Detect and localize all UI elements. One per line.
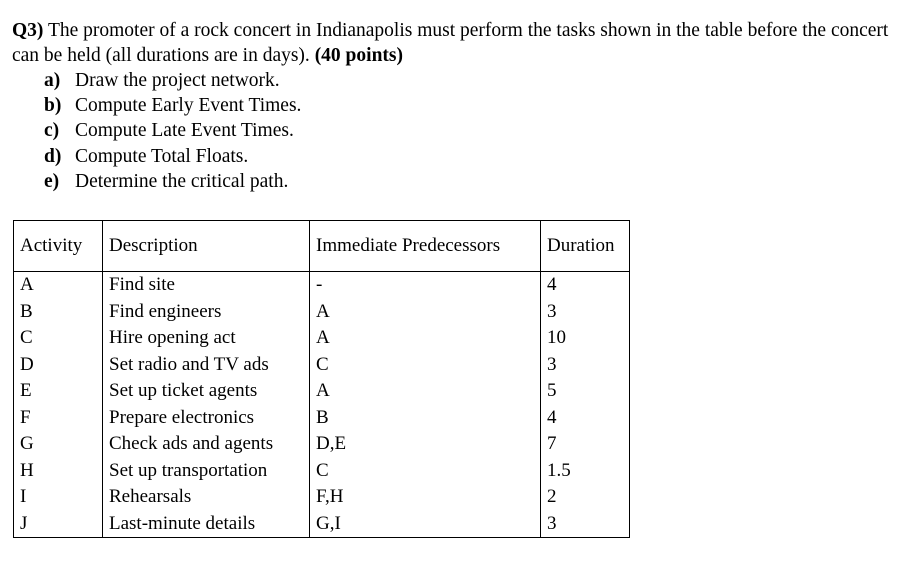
cell-predecessors: A: [310, 325, 541, 352]
question-body: The promoter of a rock concert in Indianapolis must perform the tasks shown in the table before the concert can be held (all durations are in days).: [12, 20, 889, 66]
table-row: [14, 405, 630, 432]
cell-description: Check ads and agents: [103, 431, 310, 458]
cell-activity: G: [14, 431, 103, 458]
cell-activity: C: [14, 325, 103, 352]
task-text: Draw the project network.: [75, 70, 280, 91]
cell-description: Rehearsals: [103, 484, 310, 511]
table-row: [14, 458, 630, 485]
table-row: [14, 484, 630, 511]
cell-activity: A: [14, 272, 103, 299]
cell-predecessors: D,E: [310, 431, 541, 458]
task-list: [44, 68, 301, 194]
task-letter: e): [44, 170, 60, 192]
activity-table: [13, 220, 630, 538]
table-body: [14, 272, 630, 538]
cell-activity: J: [14, 511, 103, 538]
cell-predecessors: -: [310, 272, 541, 299]
cell-duration: 2: [541, 484, 630, 511]
table-row: [14, 272, 630, 299]
table-row: [14, 378, 630, 405]
task-item: [44, 169, 301, 194]
cell-predecessors: A: [310, 299, 541, 326]
cell-description: Last-minute details: [103, 511, 310, 538]
cell-activity: F: [14, 405, 103, 432]
question-label: Q3): [12, 20, 44, 41]
task-letter: b): [44, 95, 62, 117]
header-description: Description: [103, 221, 310, 272]
task-text: Compute Early Event Times.: [75, 95, 302, 117]
task-letter: a): [44, 70, 61, 91]
cell-activity: D: [14, 352, 103, 379]
cell-description: Hire opening act: [103, 325, 310, 352]
task-item: [44, 68, 301, 93]
cell-description: Set up ticket agents: [103, 378, 310, 405]
cell-description: Set up transportation: [103, 458, 310, 485]
cell-description: Find engineers: [103, 299, 310, 326]
cell-duration: 5: [541, 378, 630, 405]
cell-duration: 3: [541, 352, 630, 379]
task-text: Compute Late Event Times.: [75, 120, 294, 142]
task-letter: d): [44, 145, 62, 167]
table-row: [14, 325, 630, 352]
cell-duration: 10: [541, 325, 630, 352]
cell-activity: I: [14, 484, 103, 511]
header-activity: Activity: [14, 221, 103, 272]
task-text: Determine the critical path.: [75, 170, 289, 192]
cell-predecessors: F,H: [310, 484, 541, 511]
cell-duration: 4: [541, 272, 630, 299]
table-header-row: [14, 221, 630, 272]
cell-duration: 4: [541, 405, 630, 432]
cell-predecessors: A: [310, 378, 541, 405]
cell-activity: E: [14, 378, 103, 405]
cell-predecessors: C: [310, 458, 541, 485]
table-row: [14, 431, 630, 458]
table-row: [14, 511, 630, 538]
cell-activity: B: [14, 299, 103, 326]
cell-description: Prepare electronics: [103, 405, 310, 432]
cell-duration: 7: [541, 431, 630, 458]
cell-duration: 3: [541, 299, 630, 326]
question-text: [12, 18, 902, 68]
task-item: [44, 118, 301, 143]
cell-duration: 3: [541, 511, 630, 538]
cell-activity: H: [14, 458, 103, 485]
question-points: (40 points): [314, 45, 403, 66]
header-predecessors: Immediate Predecessors: [310, 221, 541, 272]
task-text: Compute Total Floats.: [75, 145, 249, 167]
cell-description: Set radio and TV ads: [103, 352, 310, 379]
header-duration: Duration: [541, 221, 630, 272]
task-letter: c): [44, 120, 60, 142]
table-row: [14, 299, 630, 326]
task-item: [44, 93, 301, 118]
table-row: [14, 352, 630, 379]
cell-description: Find site: [103, 272, 310, 299]
cell-predecessors: C: [310, 352, 541, 379]
task-item: [44, 144, 301, 169]
cell-predecessors: B: [310, 405, 541, 432]
cell-predecessors: G,I: [310, 511, 541, 538]
cell-duration: 1.5: [541, 458, 630, 485]
